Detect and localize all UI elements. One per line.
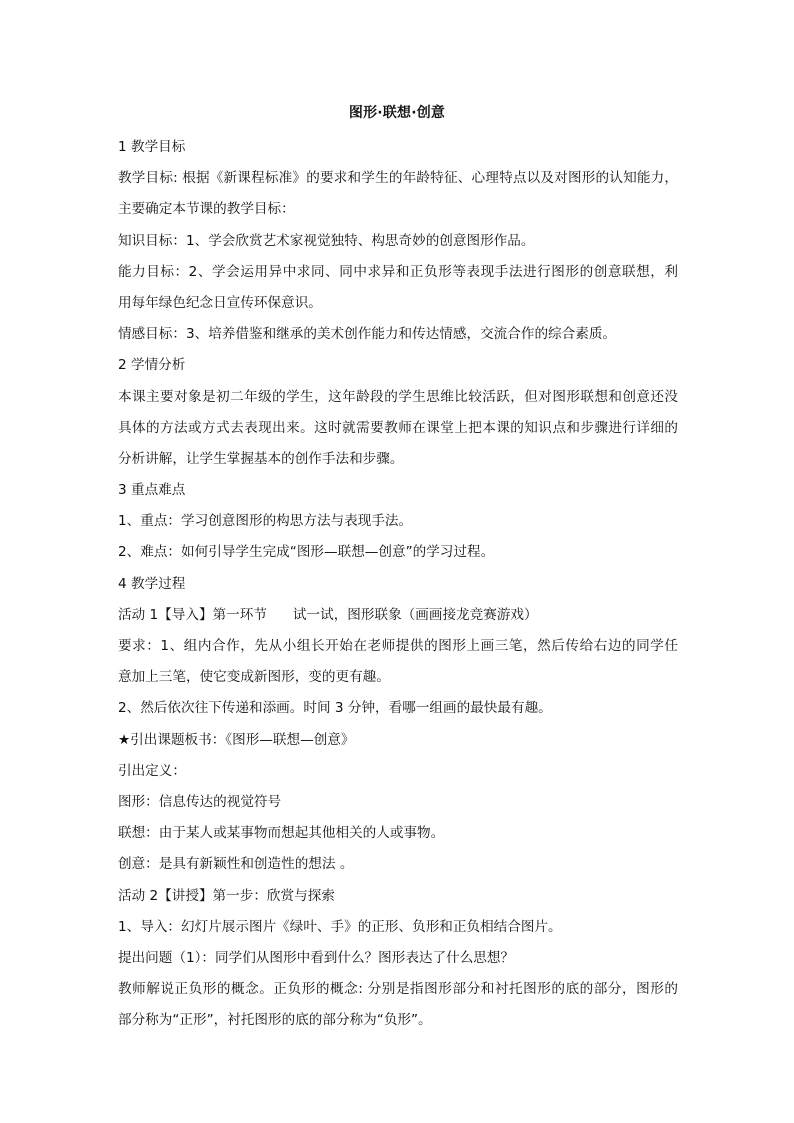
paragraph-line: 教学目标: 根据《新课程标准》的要求和学生的年龄特征、心理特点以及对图形的认知能力，: [118, 170, 678, 187]
activity-1-title: 试一试，图形联象（画画接龙竞赛游戏）: [292, 606, 538, 623]
page-title: 图形·联想·创意: [348, 105, 446, 121]
section-heading-objectives: 1 教学目标: [118, 139, 186, 155]
section-heading-analysis: 2 学情分析: [118, 357, 186, 374]
analysis-line: 具体的方法或方式去表现出来。这时就需要教师在课堂上把本课的知识点和步骤进行详细的: [118, 419, 678, 436]
board-title: ★引出课题板书：《图形—联想—创意》: [118, 731, 355, 748]
section-heading-process: 4 教学过程: [118, 575, 186, 592]
paragraph-line: 主要确定本节课的教学目标：: [118, 201, 295, 218]
requirement-line: 要求：1、组内合作，先从小组长开始在老师提供的图形上画三笔，然后传给右边的同学任: [118, 638, 678, 654]
ability-objective-line: 用每年绿色纪念日宣传环保意识。: [118, 294, 322, 311]
section-heading-key-points: 3 重点难点: [118, 482, 186, 499]
activity-1-line: [118, 600, 678, 631]
intro-line: 1、导入：幻灯片展示图片《绿叶、手》的正形、负形和正负相结合图片。: [118, 918, 562, 935]
knowledge-objective: 知识目标：1、学会欣赏艺术家视觉独特、构思奇妙的创意图形作品。: [118, 232, 535, 249]
difficult-point: 2、难点：如何引导学生完成“图形—联想—创意”的学习过程。: [118, 544, 495, 561]
ability-objective-line: 能力目标：2、学会运用异中求同、同中求异和正负形等表现手法进行图形的创意联想，利: [118, 263, 678, 280]
definition-graphic: 图形：信息传达的视觉符号: [118, 793, 282, 810]
requirement-2: 2、然后依次往下传递和添画。时间 3 分钟，看哪一组画的最快最有趣。: [118, 700, 552, 717]
requirement-line: 意加上三笔，使它变成新图形，变的更有趣。: [118, 669, 390, 686]
definition-intro: 引出定义：: [118, 762, 186, 779]
explanation-line: 教师解说正负形的概念。正负形的概念: 分别是指图形部分和衬托图形的底的部分，图形的: [118, 981, 678, 998]
question-line: 提出问题（1）：同学们从图形中看到什么？图形表达了什么思想？: [118, 949, 515, 966]
emotion-objective: 情感目标：3、培养借鉴和继承的美术创作能力和传达情感，交流合作的综合素质。: [118, 326, 617, 343]
analysis-line: 分析讲解，让学生掌握基本的创作手法和步骤。: [118, 450, 404, 467]
activity-2-line: 活动 2【讲授】第一步：欣赏与探索: [118, 887, 335, 904]
key-point: 1、重点：学习创意图形的构思方法与表现手法。: [118, 513, 413, 530]
analysis-line: 本课主要对象是初二年级的学生，这年龄段的学生思维比较活跃，但对图形联想和创意还没: [118, 388, 678, 405]
document-body: [118, 132, 678, 1036]
definition-association: 联想：由于某人或某事物而想起其他相关的人或事物。: [118, 825, 445, 842]
explanation-line: 部分称为“正形”，衬托图形的底的部分称为“负形”。: [118, 1012, 432, 1029]
activity-1-label: 活动 1【导入】第一环节: [118, 606, 267, 623]
definition-creativity: 创意：是具有新颖性和创造性的想法 。: [118, 856, 354, 873]
